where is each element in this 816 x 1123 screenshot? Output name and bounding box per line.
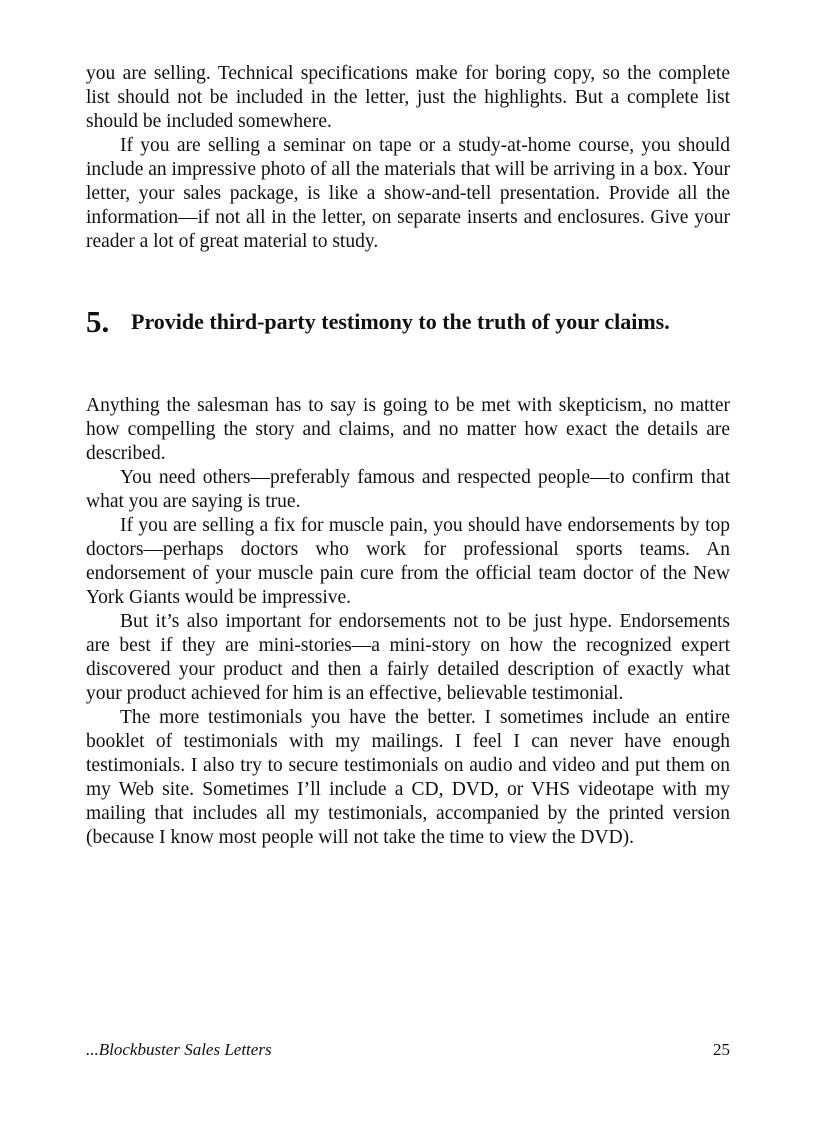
paragraph-mini-stories: But it’s also important for endorsements not to be just hype. Endorsements are best if they are mini-stories—a mini-story on how the recognized expert discovered your product and then a fairly detailed description of exactly what your product achieved for him is an effective, believable testimonial. <box>86 611 730 704</box>
section-number: 5. <box>86 304 110 339</box>
paragraph-seminar-materials: If you are selling a seminar on tape or a study-at-home course, you should include an impressive photo of all the materials that will be arriving in a box. Your letter, your sales package, is like a show-and-tell presentation. Provide all the information—if not all in the letter, on separate inserts and enclosures. Give your reader a lot of great material to study. <box>86 135 730 252</box>
section-heading <box>86 304 730 339</box>
section-body-text <box>86 394 730 850</box>
continued-text-block <box>86 62 730 254</box>
paragraph-more-testimonials: The more testimonials you have the better. I sometimes include an entire booklet of testimonials with my mailings. I feel I can never have enough testimonials. I also try to secure testimonials on audio and video and put them on my Web site. Sometimes I’ll include a CD, DVD, or VHS videotape with my mailing that includes all my testimonials, accompanied by the printed version (because I know most people will not take the time to view the DVD). <box>86 707 730 848</box>
paragraph-skepticism: Anything the salesman has to say is going to be met with skepticism, no matter how compelling the story and claims, and no matter how exact the details are described. <box>86 395 730 464</box>
page-number: 25 <box>713 1040 730 1059</box>
paragraph-muscle-pain: If you are selling a fix for muscle pain, you should have endorsements by top doctors—perhaps doctors who work for professional sports teams. An endorsement of your muscle pain cure from the official team doctor of the New York Giants would be impressive. <box>86 515 730 608</box>
paragraph-continued-specs: you are selling. Technical specifications make for boring copy, so the complete list should not be included in the letter, just the highlights. But a complete list should be included somewhere. <box>86 63 730 132</box>
footer-book-title: ...Blockbuster Sales Letters <box>86 1040 272 1059</box>
section-title: Provide third-party testimony to the truth of your claims. <box>131 309 670 334</box>
paragraph-others-confirm: You need others—preferably famous and respected people—to confirm that what you are saying is true. <box>86 467 730 512</box>
